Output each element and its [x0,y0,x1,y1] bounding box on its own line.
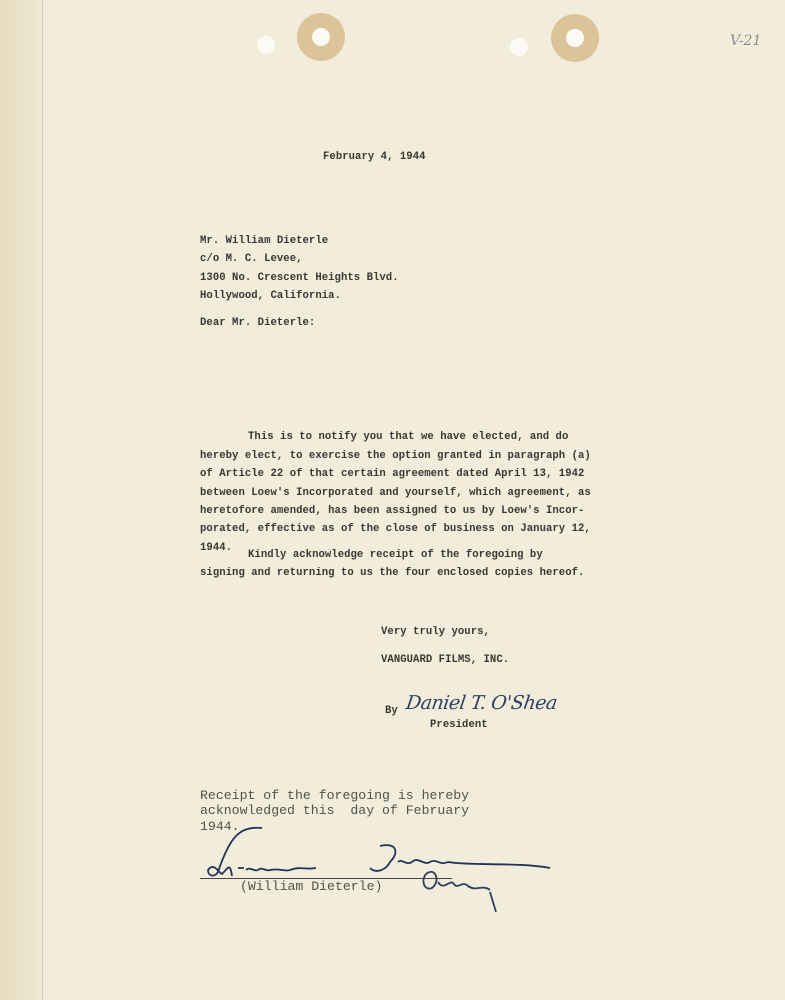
receipt-line: 1944. [200,819,240,834]
salutation: Dear Mr. Dieterle: [200,317,316,329]
company-name: VANGUARD FILMS, INC. [381,654,510,666]
address-line: Hollywood, California. [200,290,341,302]
receipt-line: Receipt of the foregoing is hereby [200,788,470,803]
reinforced-punch-hole [297,13,345,61]
paragraph-line: Kindly acknowledge receipt of the foregoing by [248,549,543,561]
recipient-name: (William Dieterle) [240,879,383,894]
corner-mark: V-21 [730,33,762,49]
receipt-line: acknowledged this day of February [200,803,470,818]
address-line: Mr. William Dieterle [200,235,329,247]
paragraph-line: of Article 22 of that certain agreement dated April 13, 1942 [200,468,585,480]
paper-fold [42,0,43,1000]
closing: Very truly yours, [381,626,490,638]
paragraph-line: between Loew's Incorporated and yourself, which agreement, as [200,487,591,499]
punch-hole [510,38,528,56]
by-label: By [385,705,398,717]
address-line: 1300 No. Crescent Heights Blvd. [200,272,399,284]
address-line: c/o M. C. Levee, [200,253,303,265]
reinforced-punch-hole [551,14,599,62]
paragraph-line: signing and returning to us the four enclosed copies hereof. [200,567,585,579]
letter-date: February 4, 1944 [323,151,426,163]
punch-hole [257,36,275,54]
paragraph-line: heretofore amended, has been assigned to us by Loew's Incor- [200,505,585,517]
signer-title: President [430,719,488,731]
paragraph-line: 1944. [200,542,233,554]
paragraph-line: hereby elect, to exercise the option granted in paragraph (a) [200,450,591,462]
paper-edge-strip [0,0,42,1000]
signer-signature: Daniel T. O'Shea [404,692,559,714]
paragraph-line: porated, effective as of the close of business on January 12, [200,523,591,535]
paragraph-line: This is to notify you that we have elected, and do [248,431,569,443]
recipient-signature [200,819,560,917]
